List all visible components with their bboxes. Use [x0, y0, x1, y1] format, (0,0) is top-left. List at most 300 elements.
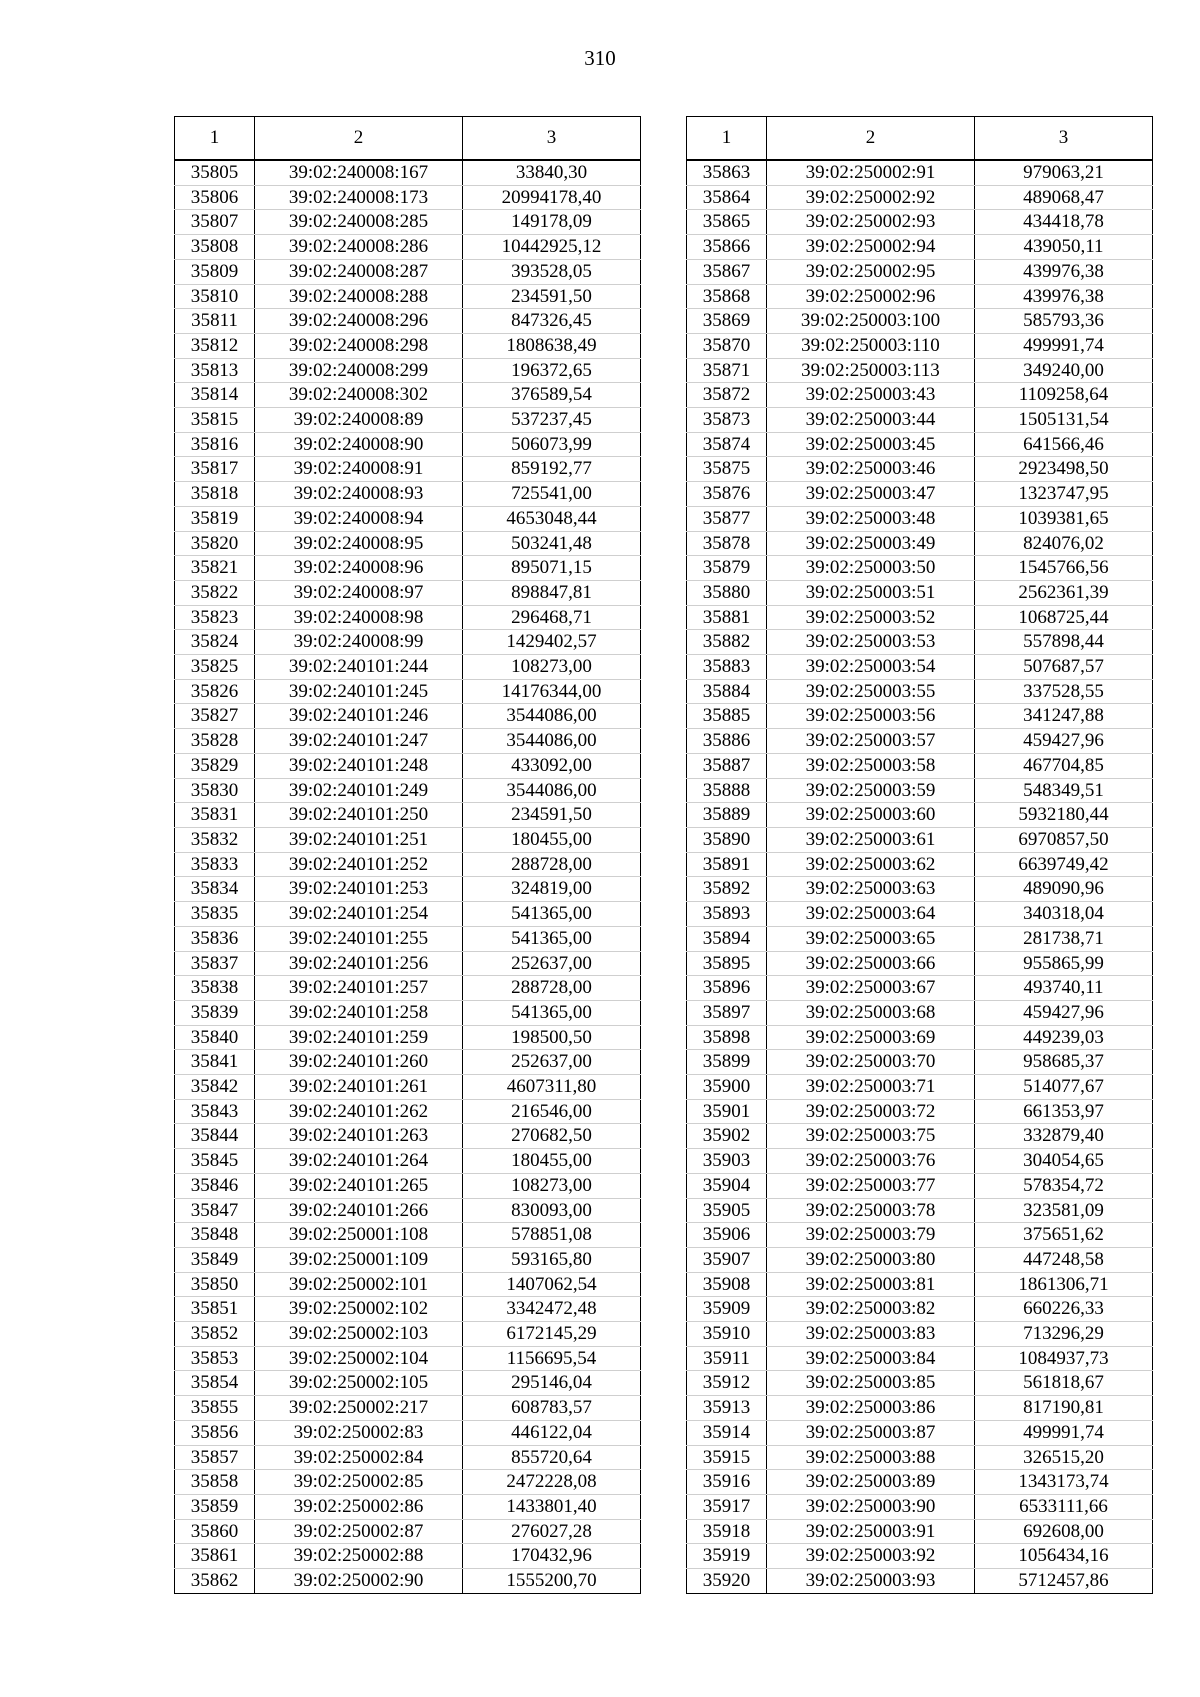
- cadastral-number-cell: 39:02:250002:105: [255, 1371, 463, 1396]
- row-number-cell: 35889: [687, 803, 767, 828]
- row-number-cell: 35893: [687, 902, 767, 927]
- table-row: [175, 185, 641, 210]
- value-cell: 6970857,50: [975, 827, 1153, 852]
- value-cell: 608783,57: [463, 1396, 641, 1421]
- value-cell: 198500,50: [463, 1025, 641, 1050]
- table-row: [175, 531, 641, 556]
- table-row: [687, 1297, 1153, 1322]
- table-row: [175, 1050, 641, 1075]
- value-cell: 895071,15: [463, 556, 641, 581]
- row-number-cell: 35835: [175, 902, 255, 927]
- data-table-right: [686, 116, 1153, 1594]
- cadastral-number-cell: 39:02:240008:91: [255, 457, 463, 482]
- value-cell: 1156695,54: [463, 1346, 641, 1371]
- table-row: [175, 778, 641, 803]
- row-number-cell: 35813: [175, 358, 255, 383]
- cadastral-number-cell: 39:02:240101:262: [255, 1099, 463, 1124]
- column-header-1: 1: [687, 117, 767, 161]
- value-cell: 489068,47: [975, 185, 1153, 210]
- row-number-cell: 35857: [175, 1445, 255, 1470]
- row-number-cell: 35904: [687, 1173, 767, 1198]
- table-row: [687, 976, 1153, 1001]
- table-row: [175, 457, 641, 482]
- table-row: [175, 655, 641, 680]
- value-cell: 252637,00: [463, 1050, 641, 1075]
- row-number-cell: 35828: [175, 729, 255, 754]
- value-cell: 585793,36: [975, 309, 1153, 334]
- row-number-cell: 35903: [687, 1149, 767, 1174]
- table-row: [175, 580, 641, 605]
- cadastral-number-cell: 39:02:250003:100: [767, 309, 975, 334]
- value-cell: 434418,78: [975, 210, 1153, 235]
- cadastral-number-cell: 39:02:250003:91: [767, 1519, 975, 1544]
- row-number-cell: 35899: [687, 1050, 767, 1075]
- value-cell: 692608,00: [975, 1519, 1153, 1544]
- table-row: [687, 877, 1153, 902]
- row-number-cell: 35806: [175, 185, 255, 210]
- value-cell: 1323747,95: [975, 482, 1153, 507]
- row-number-cell: 35890: [687, 827, 767, 852]
- cadastral-number-cell: 39:02:250001:109: [255, 1247, 463, 1272]
- value-cell: 1505131,54: [975, 408, 1153, 433]
- value-cell: 433092,00: [463, 753, 641, 778]
- table-row: [175, 704, 641, 729]
- cadastral-number-cell: 39:02:240008:287: [255, 259, 463, 284]
- cadastral-number-cell: 39:02:250003:55: [767, 679, 975, 704]
- table-row: [687, 1124, 1153, 1149]
- cadastral-number-cell: 39:02:250003:58: [767, 753, 975, 778]
- table-row: [175, 358, 641, 383]
- table-row: [687, 333, 1153, 358]
- value-cell: 506073,99: [463, 432, 641, 457]
- cadastral-number-cell: 39:02:250003:80: [767, 1247, 975, 1272]
- row-number-cell: 35855: [175, 1396, 255, 1421]
- cadastral-number-cell: 39:02:250002:88: [255, 1544, 463, 1569]
- table-row: [687, 408, 1153, 433]
- value-cell: 340318,04: [975, 902, 1153, 927]
- value-cell: 1555200,70: [463, 1569, 641, 1594]
- row-number-cell: 35810: [175, 284, 255, 309]
- row-number-cell: 35817: [175, 457, 255, 482]
- cadastral-number-cell: 39:02:250002:96: [767, 284, 975, 309]
- row-number-cell: 35814: [175, 383, 255, 408]
- cadastral-number-cell: 39:02:250002:94: [767, 235, 975, 260]
- table-row: [687, 1149, 1153, 1174]
- table-row: [687, 630, 1153, 655]
- cadastral-number-cell: 39:02:250003:84: [767, 1346, 975, 1371]
- cadastral-number-cell: 39:02:250003:46: [767, 457, 975, 482]
- row-number-cell: 35848: [175, 1223, 255, 1248]
- value-cell: 1429402,57: [463, 630, 641, 655]
- value-cell: 270682,50: [463, 1124, 641, 1149]
- value-cell: 349240,00: [975, 358, 1153, 383]
- row-number-cell: 35886: [687, 729, 767, 754]
- cadastral-number-cell: 39:02:240008:95: [255, 531, 463, 556]
- row-number-cell: 35823: [175, 605, 255, 630]
- table-row: [175, 556, 641, 581]
- value-cell: 499991,74: [975, 1420, 1153, 1445]
- cadastral-number-cell: 39:02:250003:44: [767, 408, 975, 433]
- row-number-cell: 35850: [175, 1272, 255, 1297]
- row-number-cell: 35881: [687, 605, 767, 630]
- value-cell: 234591,50: [463, 803, 641, 828]
- row-number-cell: 35870: [687, 333, 767, 358]
- table-row: [687, 852, 1153, 877]
- row-number-cell: 35862: [175, 1569, 255, 1594]
- table-row: [687, 259, 1153, 284]
- cadastral-number-cell: 39:02:240008:89: [255, 408, 463, 433]
- cadastral-number-cell: 39:02:250003:78: [767, 1198, 975, 1223]
- value-cell: 824076,02: [975, 531, 1153, 556]
- cadastral-number-cell: 39:02:250003:92: [767, 1544, 975, 1569]
- table-row: [687, 926, 1153, 951]
- value-cell: 548349,51: [975, 778, 1153, 803]
- value-cell: 6533111,66: [975, 1494, 1153, 1519]
- cadastral-number-cell: 39:02:250002:87: [255, 1519, 463, 1544]
- cadastral-number-cell: 39:02:250003:82: [767, 1297, 975, 1322]
- value-cell: 332879,40: [975, 1124, 1153, 1149]
- value-cell: 578354,72: [975, 1173, 1153, 1198]
- value-cell: 3544086,00: [463, 729, 641, 754]
- row-number-cell: 35859: [175, 1494, 255, 1519]
- value-cell: 6639749,42: [975, 852, 1153, 877]
- cadastral-number-cell: 39:02:250003:65: [767, 926, 975, 951]
- row-number-cell: 35907: [687, 1247, 767, 1272]
- cadastral-number-cell: 39:02:250003:56: [767, 704, 975, 729]
- value-cell: 1545766,56: [975, 556, 1153, 581]
- table-row: [175, 333, 641, 358]
- table-row: [687, 309, 1153, 334]
- value-cell: 180455,00: [463, 827, 641, 852]
- cadastral-number-cell: 39:02:240008:94: [255, 506, 463, 531]
- table-row: [687, 482, 1153, 507]
- row-number-cell: 35805: [175, 160, 255, 185]
- table-row: [175, 1371, 641, 1396]
- row-number-cell: 35909: [687, 1297, 767, 1322]
- value-cell: 541365,00: [463, 1000, 641, 1025]
- row-number-cell: 35905: [687, 1198, 767, 1223]
- table-row: [687, 1000, 1153, 1025]
- value-cell: 108273,00: [463, 655, 641, 680]
- table-row: [175, 1223, 641, 1248]
- row-number-cell: 35884: [687, 679, 767, 704]
- row-number-cell: 35840: [175, 1025, 255, 1050]
- page-number: 310: [584, 46, 616, 70]
- row-number-cell: 35826: [175, 679, 255, 704]
- row-number-cell: 35865: [687, 210, 767, 235]
- row-number-cell: 35916: [687, 1470, 767, 1495]
- cadastral-number-cell: 39:02:250002:91: [767, 160, 975, 185]
- table-row: [175, 729, 641, 754]
- value-cell: 1808638,49: [463, 333, 641, 358]
- table-row: [687, 284, 1153, 309]
- value-cell: 5712457,86: [975, 1569, 1153, 1594]
- row-number-cell: 35844: [175, 1124, 255, 1149]
- table-row: [175, 902, 641, 927]
- row-number-cell: 35841: [175, 1050, 255, 1075]
- row-number-cell: 35906: [687, 1223, 767, 1248]
- value-cell: 955865,99: [975, 951, 1153, 976]
- value-cell: 276027,28: [463, 1519, 641, 1544]
- value-cell: 10442925,12: [463, 235, 641, 260]
- table-row: [175, 506, 641, 531]
- value-cell: 180455,00: [463, 1149, 641, 1174]
- column-header-3: 3: [975, 117, 1153, 161]
- column-header-2: 2: [255, 117, 463, 161]
- cadastral-number-cell: 39:02:250003:69: [767, 1025, 975, 1050]
- table-row: [175, 803, 641, 828]
- row-number-cell: 35825: [175, 655, 255, 680]
- row-number-cell: 35894: [687, 926, 767, 951]
- row-number-cell: 35845: [175, 1149, 255, 1174]
- table-row: [175, 976, 641, 1001]
- row-number-cell: 35867: [687, 259, 767, 284]
- row-number-cell: 35811: [175, 309, 255, 334]
- cadastral-number-cell: 39:02:250003:62: [767, 852, 975, 877]
- value-cell: 489090,96: [975, 877, 1153, 902]
- value-cell: 979063,21: [975, 160, 1153, 185]
- row-number-cell: 35861: [175, 1544, 255, 1569]
- table-row: [687, 1322, 1153, 1347]
- row-number-cell: 35849: [175, 1247, 255, 1272]
- cadastral-number-cell: 39:02:250003:81: [767, 1272, 975, 1297]
- row-number-cell: 35877: [687, 506, 767, 531]
- value-cell: 295146,04: [463, 1371, 641, 1396]
- value-cell: 817190,81: [975, 1396, 1153, 1421]
- row-number-cell: 35911: [687, 1346, 767, 1371]
- table-row: [687, 1025, 1153, 1050]
- cadastral-number-cell: 39:02:250003:50: [767, 556, 975, 581]
- value-cell: 1039381,65: [975, 506, 1153, 531]
- row-number-cell: 35917: [687, 1494, 767, 1519]
- value-cell: 898847,81: [463, 580, 641, 605]
- table-row: [175, 1470, 641, 1495]
- value-cell: 196372,65: [463, 358, 641, 383]
- cadastral-number-cell: 39:02:250003:89: [767, 1470, 975, 1495]
- table-row: [175, 827, 641, 852]
- value-cell: 4607311,80: [463, 1075, 641, 1100]
- table-row: [175, 1000, 641, 1025]
- value-cell: 3544086,00: [463, 778, 641, 803]
- table-row: [175, 1075, 641, 1100]
- row-number-cell: 35866: [687, 235, 767, 260]
- value-cell: 170432,96: [463, 1544, 641, 1569]
- row-number-cell: 35853: [175, 1346, 255, 1371]
- cadastral-number-cell: 39:02:250001:108: [255, 1223, 463, 1248]
- table-row: [687, 827, 1153, 852]
- value-cell: 446122,04: [463, 1420, 641, 1445]
- table-row: [175, 951, 641, 976]
- value-cell: 859192,77: [463, 457, 641, 482]
- row-number-cell: 35836: [175, 926, 255, 951]
- table-row: [687, 1198, 1153, 1223]
- row-number-cell: 35891: [687, 852, 767, 877]
- row-number-cell: 35838: [175, 976, 255, 1001]
- value-cell: 514077,67: [975, 1075, 1153, 1100]
- cadastral-number-cell: 39:02:240101:248: [255, 753, 463, 778]
- table-row: [687, 556, 1153, 581]
- row-number-cell: 35874: [687, 432, 767, 457]
- column-header-3: 3: [463, 117, 641, 161]
- value-cell: 725541,00: [463, 482, 641, 507]
- cadastral-number-cell: 39:02:240101:264: [255, 1149, 463, 1174]
- cadastral-number-cell: 39:02:250002:104: [255, 1346, 463, 1371]
- cadastral-number-cell: 39:02:250002:95: [767, 259, 975, 284]
- table-row: [687, 1346, 1153, 1371]
- cadastral-number-cell: 39:02:250003:71: [767, 1075, 975, 1100]
- table-row: [175, 309, 641, 334]
- table-row: [175, 877, 641, 902]
- cadastral-number-cell: 39:02:240101:246: [255, 704, 463, 729]
- cadastral-number-cell: 39:02:250003:83: [767, 1322, 975, 1347]
- row-number-cell: 35822: [175, 580, 255, 605]
- cadastral-number-cell: 39:02:250003:76: [767, 1149, 975, 1174]
- value-cell: 467704,85: [975, 753, 1153, 778]
- value-cell: 641566,46: [975, 432, 1153, 457]
- value-cell: 537237,45: [463, 408, 641, 433]
- row-number-cell: 35808: [175, 235, 255, 260]
- cadastral-number-cell: 39:02:240101:245: [255, 679, 463, 704]
- cadastral-number-cell: 39:02:250003:48: [767, 506, 975, 531]
- cadastral-number-cell: 39:02:240101:256: [255, 951, 463, 976]
- table-row: [687, 235, 1153, 260]
- table-row: [687, 1173, 1153, 1198]
- cadastral-number-cell: 39:02:250003:47: [767, 482, 975, 507]
- row-number-cell: 35892: [687, 877, 767, 902]
- table-row: [175, 1173, 641, 1198]
- cadastral-number-cell: 39:02:250003:66: [767, 951, 975, 976]
- table-row: [175, 1198, 641, 1223]
- row-number-cell: 35872: [687, 383, 767, 408]
- cadastral-number-cell: 39:02:240101:258: [255, 1000, 463, 1025]
- header-row: [687, 117, 1153, 161]
- cadastral-number-cell: 39:02:240008:285: [255, 210, 463, 235]
- table-row: [687, 580, 1153, 605]
- table-body-left: [175, 160, 641, 1593]
- table-row: [175, 482, 641, 507]
- cadastral-number-cell: 39:02:240101:254: [255, 902, 463, 927]
- row-number-cell: 35820: [175, 531, 255, 556]
- row-number-cell: 35846: [175, 1173, 255, 1198]
- table-row: [687, 1223, 1153, 1248]
- row-number-cell: 35842: [175, 1075, 255, 1100]
- cadastral-number-cell: 39:02:250003:79: [767, 1223, 975, 1248]
- table-row: [175, 1519, 641, 1544]
- table-row: [175, 1322, 641, 1347]
- value-cell: 459427,96: [975, 729, 1153, 754]
- table-row: [687, 803, 1153, 828]
- cadastral-number-cell: 39:02:250003:51: [767, 580, 975, 605]
- value-cell: 578851,08: [463, 1223, 641, 1248]
- cadastral-number-cell: 39:02:250003:86: [767, 1396, 975, 1421]
- row-number-cell: 35880: [687, 580, 767, 605]
- cadastral-number-cell: 39:02:250003:53: [767, 630, 975, 655]
- row-number-cell: 35908: [687, 1272, 767, 1297]
- table-row: [175, 1247, 641, 1272]
- value-cell: 541365,00: [463, 926, 641, 951]
- cadastral-number-cell: 39:02:240101:259: [255, 1025, 463, 1050]
- cadastral-number-cell: 39:02:250003:85: [767, 1371, 975, 1396]
- row-number-cell: 35833: [175, 852, 255, 877]
- table-row: [687, 1494, 1153, 1519]
- row-number-cell: 35915: [687, 1445, 767, 1470]
- row-number-cell: 35901: [687, 1099, 767, 1124]
- value-cell: 447248,58: [975, 1247, 1153, 1272]
- row-number-cell: 35860: [175, 1519, 255, 1544]
- table-row: [687, 1371, 1153, 1396]
- table-row: [687, 1396, 1153, 1421]
- row-number-cell: 35912: [687, 1371, 767, 1396]
- table-row: [175, 432, 641, 457]
- value-cell: 493740,11: [975, 976, 1153, 1001]
- row-number-cell: 35839: [175, 1000, 255, 1025]
- value-cell: 439050,11: [975, 235, 1153, 260]
- cadastral-number-cell: 39:02:240101:263: [255, 1124, 463, 1149]
- value-cell: 507687,57: [975, 655, 1153, 680]
- table-row: [687, 1470, 1153, 1495]
- table-row: [175, 926, 641, 951]
- cadastral-number-cell: 39:02:250003:87: [767, 1420, 975, 1445]
- value-cell: 1343173,74: [975, 1470, 1153, 1495]
- row-number-cell: 35809: [175, 259, 255, 284]
- cadastral-number-cell: 39:02:240008:96: [255, 556, 463, 581]
- table-row: [687, 383, 1153, 408]
- value-cell: 439976,38: [975, 259, 1153, 284]
- table-row: [175, 679, 641, 704]
- row-number-cell: 35812: [175, 333, 255, 358]
- cadastral-number-cell: 39:02:240101:260: [255, 1050, 463, 1075]
- table-row: [175, 630, 641, 655]
- row-number-cell: 35902: [687, 1124, 767, 1149]
- value-cell: 281738,71: [975, 926, 1153, 951]
- table-row: [687, 1519, 1153, 1544]
- row-number-cell: 35858: [175, 1470, 255, 1495]
- table-row: [687, 1544, 1153, 1569]
- value-cell: 6172145,29: [463, 1322, 641, 1347]
- table-row: [687, 160, 1153, 185]
- value-cell: 108273,00: [463, 1173, 641, 1198]
- row-number-cell: 35832: [175, 827, 255, 852]
- row-number-cell: 35887: [687, 753, 767, 778]
- value-cell: 1056434,16: [975, 1544, 1153, 1569]
- cadastral-number-cell: 39:02:240008:99: [255, 630, 463, 655]
- value-cell: 847326,45: [463, 309, 641, 334]
- table-row: [175, 1272, 641, 1297]
- value-cell: 4653048,44: [463, 506, 641, 531]
- table-row: [175, 753, 641, 778]
- row-number-cell: 35879: [687, 556, 767, 581]
- table-row: [687, 210, 1153, 235]
- cadastral-number-cell: 39:02:250003:43: [767, 383, 975, 408]
- table-row: [175, 1149, 641, 1174]
- table-row: [175, 383, 641, 408]
- value-cell: 1109258,64: [975, 383, 1153, 408]
- value-cell: 216546,00: [463, 1099, 641, 1124]
- value-cell: 376589,54: [463, 383, 641, 408]
- table-row: [175, 1494, 641, 1519]
- cadastral-number-cell: 39:02:250003:60: [767, 803, 975, 828]
- row-number-cell: 35815: [175, 408, 255, 433]
- row-number-cell: 35851: [175, 1297, 255, 1322]
- table-row: [687, 531, 1153, 556]
- cadastral-number-cell: 39:02:240008:167: [255, 160, 463, 185]
- row-number-cell: 35897: [687, 1000, 767, 1025]
- value-cell: 149178,09: [463, 210, 641, 235]
- value-cell: 234591,50: [463, 284, 641, 309]
- table-row: [175, 1025, 641, 1050]
- value-cell: 324819,00: [463, 877, 641, 902]
- table-row: [175, 210, 641, 235]
